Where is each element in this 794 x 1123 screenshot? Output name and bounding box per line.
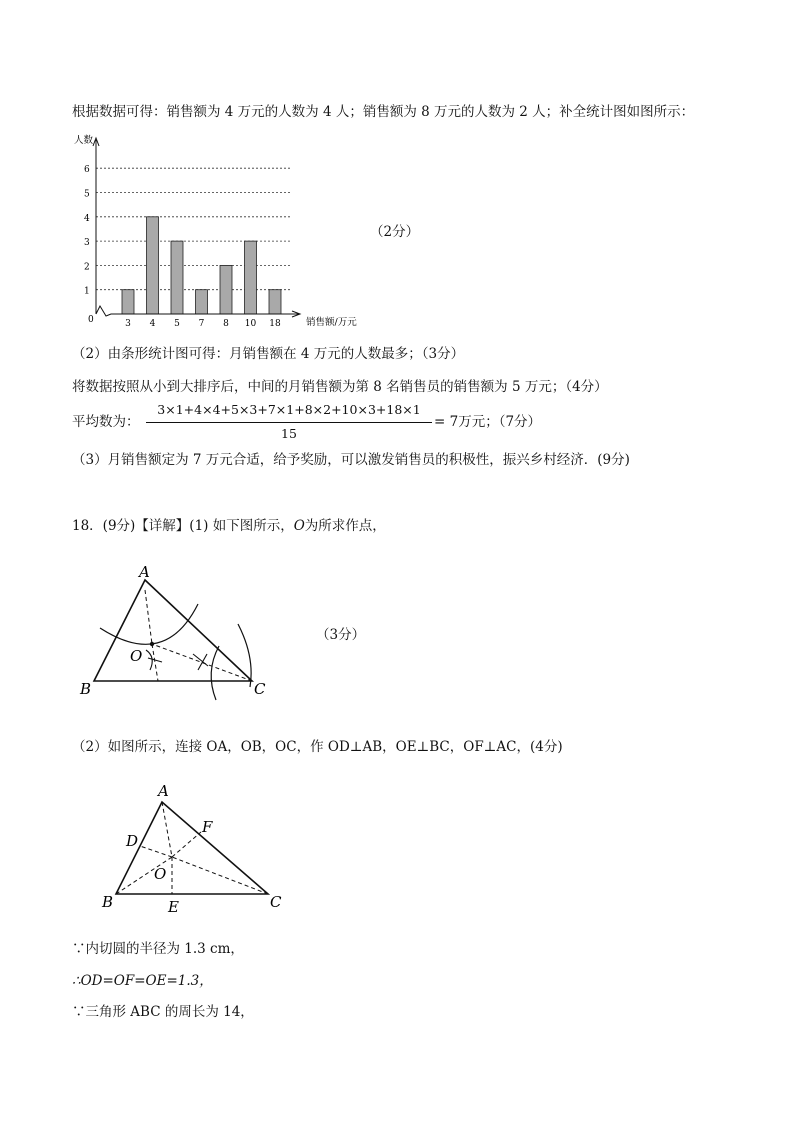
- bar-4: [147, 217, 159, 314]
- part2-line2: 将数据按照从小到大排序后，中间的月销售额为第 8 名销售员的销售额为 5 万元；（4分）: [72, 379, 608, 395]
- x-tick-10: 10: [244, 319, 257, 329]
- label-f-2: F: [202, 818, 213, 836]
- average-prefix: 平均数为：: [72, 414, 140, 430]
- q18-tail-text: 为所求作点，: [304, 518, 386, 534]
- figure1-score: （3分）: [316, 627, 366, 643]
- y-tick-3: 3: [84, 238, 90, 249]
- radius-line: ∵内切圆的半径为 1.3 cm，: [72, 941, 244, 957]
- bisector-b: [152, 644, 158, 681]
- y-axis-label: 人数: [74, 135, 94, 146]
- average-numerator: 3×1+4×4+5×3+7×1+8×2+10×3+18×1: [157, 402, 421, 417]
- segment-od: [140, 846, 172, 857]
- chart-score: （2分）: [370, 224, 420, 240]
- label-d-2: D: [126, 832, 139, 850]
- point-o: [150, 642, 154, 646]
- x-tick-7: 7: [198, 319, 205, 329]
- incircle-figure: [96, 780, 306, 920]
- label-c-2: C: [270, 893, 282, 911]
- arc-small-2: [198, 654, 207, 670]
- x-tick-5: 5: [174, 319, 180, 329]
- origin-label: 0: [88, 315, 94, 325]
- q18-head-text: 18．(9分)【详解】(1) 如下图所示，: [72, 518, 294, 534]
- label-b: B: [80, 680, 92, 698]
- label-a: A: [139, 563, 150, 581]
- average-suffix: = 7万元；（7分）: [434, 414, 542, 430]
- triangle-abc: [94, 580, 252, 681]
- q18-heading: [72, 517, 386, 535]
- bar-3: [122, 290, 134, 314]
- bisector-a: [145, 590, 152, 644]
- construction-figure: [70, 562, 290, 702]
- label-e-2: E: [168, 898, 179, 916]
- label-c: C: [254, 680, 266, 698]
- x-tick-8: 8: [223, 319, 229, 329]
- arc-right-2: [211, 646, 219, 700]
- average-fraction: [146, 402, 432, 444]
- perimeter-line: ∵三角形 ABC 的周长为 14，: [72, 1004, 254, 1020]
- intro-text: 根据数据可得：销售额为 4 万元的人数为 4 人；销售额为 8 万元的人数为 2 人；补全统计图如图所示：: [72, 104, 695, 120]
- bar-10: [245, 241, 257, 314]
- x-tick-4: 4: [149, 319, 156, 329]
- label-b-2: B: [102, 893, 114, 911]
- average-denominator: 15: [281, 426, 297, 441]
- bar-5: [171, 241, 183, 314]
- y-tick-1: 1: [84, 286, 90, 297]
- label-a-2: A: [158, 782, 169, 800]
- bar-chart: [60, 130, 380, 330]
- y-tick-6: 6: [84, 165, 90, 176]
- segment-of: [172, 832, 201, 857]
- part2-line1: （2）由条形统计图可得：月销售额在 4 万元的人数最多；（3分）: [72, 346, 465, 362]
- q18-part2: （2）如图所示，连接 OA，OB，OC，作 OD⊥AB，OE⊥BC，OF⊥AC，(4分): [72, 739, 563, 755]
- segment-oc: [172, 857, 268, 894]
- y-tick-5: 5: [84, 189, 90, 200]
- part3-line: （3）月销售额定为 7 万元合适，给予奖励，可以激发销售员的积极性，振兴乡村经济．(9分): [72, 452, 630, 468]
- label-o: O: [130, 647, 143, 665]
- bar-7: [196, 290, 208, 314]
- x-tick-18: 18: [269, 319, 281, 329]
- bar-8: [220, 265, 232, 314]
- arc-small-3: [146, 650, 152, 670]
- x-axis-label: 销售额/万元: [306, 317, 357, 328]
- fraction-bar: [146, 422, 432, 423]
- y-tick-4: 4: [84, 213, 90, 224]
- triangle-abc-2: [116, 802, 268, 894]
- bar-18: [269, 290, 281, 314]
- y-tick-2: 2: [84, 262, 90, 273]
- label-o-2: O: [154, 865, 167, 883]
- x-tick-3: 3: [125, 319, 131, 329]
- q18-point-o: O: [293, 518, 305, 534]
- equal-line: ∴OD=OF=OE=1.3，: [72, 973, 213, 989]
